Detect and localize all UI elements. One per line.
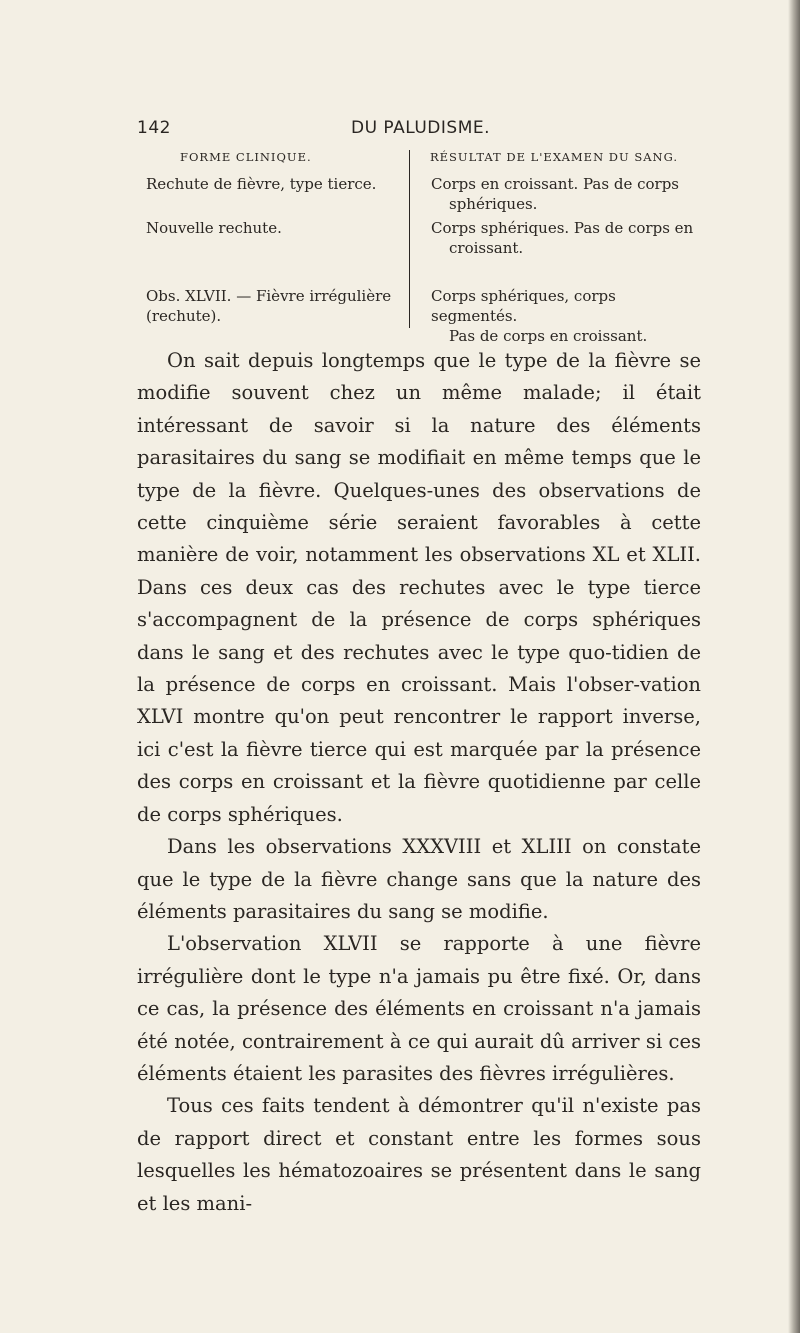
table-cell-row3-form xyxy=(146,286,401,326)
page-number: 142 xyxy=(137,118,171,138)
table-cell-row1-result-line1: Corps en croissant. Pas de corps xyxy=(431,175,679,193)
column-divider xyxy=(409,150,410,328)
table-cell-row2-result-line1: Corps sphériques. Pas de corps en xyxy=(431,219,694,237)
table-cell-row3-result xyxy=(431,286,706,346)
table-cell-row2-result-line2: croissant. xyxy=(449,239,524,257)
observation-table xyxy=(146,150,706,345)
paragraph-1: On sait depuis longtemps que le type de la fièvre se modifie souvent chez un même malade; il était intéressant de savoir si la nature des éléments parasitaires du sang se modifiait en même temps que le type de la fièvre. Quelques-unes des observations de cette cinquième série seraient favorables à cette manière de voir, notamment les observations XL et XLII. Dans ces deux cas des rechutes avec le type tierce s'accompagnent de la présence de corps sphériques dans le sang et des rechutes avec le type quo-tidien de la présence de corps en croissant. Mais l'obser-vation XLVI montre qu'on peut rencontrer le rapport inverse, ici c'est la fièvre tierce qui est marquée par la présence des corps en croissant et la fièvre quotidienne par celle de corps sphériques. xyxy=(137,349,701,826)
table-cell-row3-result-line1: Corps sphériques, corps segmentés. xyxy=(431,287,616,325)
table-cell-row2-form: Nouvelle rechute. xyxy=(146,219,282,237)
column-header-blood-exam: RÉSULTAT DE L'EXAMEN DU SANG. xyxy=(430,150,679,164)
page-edge-shadow xyxy=(788,0,800,1333)
table-cell-row3-form-line1: Obs. XLVII. — Fièvre irrégulière xyxy=(146,287,392,305)
paragraph-3: L'observation XLVII se rapporte à une fièvre irrégulière dont le type n'a jamais pu être fixé. Or, dans ce cas, la présence des éléments en croissant n'a jamais été notée, contrairement à ce qui aurait dû arriver si ces éléments étaient les parasites des fièvres irrégulières. xyxy=(137,932,701,1085)
body-text xyxy=(137,345,701,1220)
paragraph-4: Tous ces faits tendent à démontrer qu'il n'existe pas de rapport direct et constant entre les formes sous lesquelles les hématozoaires se présentent dans le sang et les mani- xyxy=(137,1094,701,1215)
table-cell-row3-result-line2: Pas de corps en croissant. xyxy=(449,327,648,345)
column-header-clinical-form: FORME CLINIQUE. xyxy=(180,150,312,164)
table-cell-row1-result xyxy=(431,174,706,214)
table-cell-row3-form-line2: (rechute). xyxy=(146,307,222,325)
table-cell-row2-result xyxy=(431,218,706,258)
table-cell-row1-form: Rechute de fièvre, type tierce. xyxy=(146,175,377,193)
table-cell-row1-result-line2: sphériques. xyxy=(449,195,538,213)
running-title: DU PALUDISME. xyxy=(351,118,491,138)
paragraph-2: Dans les observations XXXVIII et XLIII on constate que le type de la fièvre change sans que la nature des éléments parasitaires du sang se modifie. xyxy=(137,835,701,923)
page-header xyxy=(137,118,697,142)
